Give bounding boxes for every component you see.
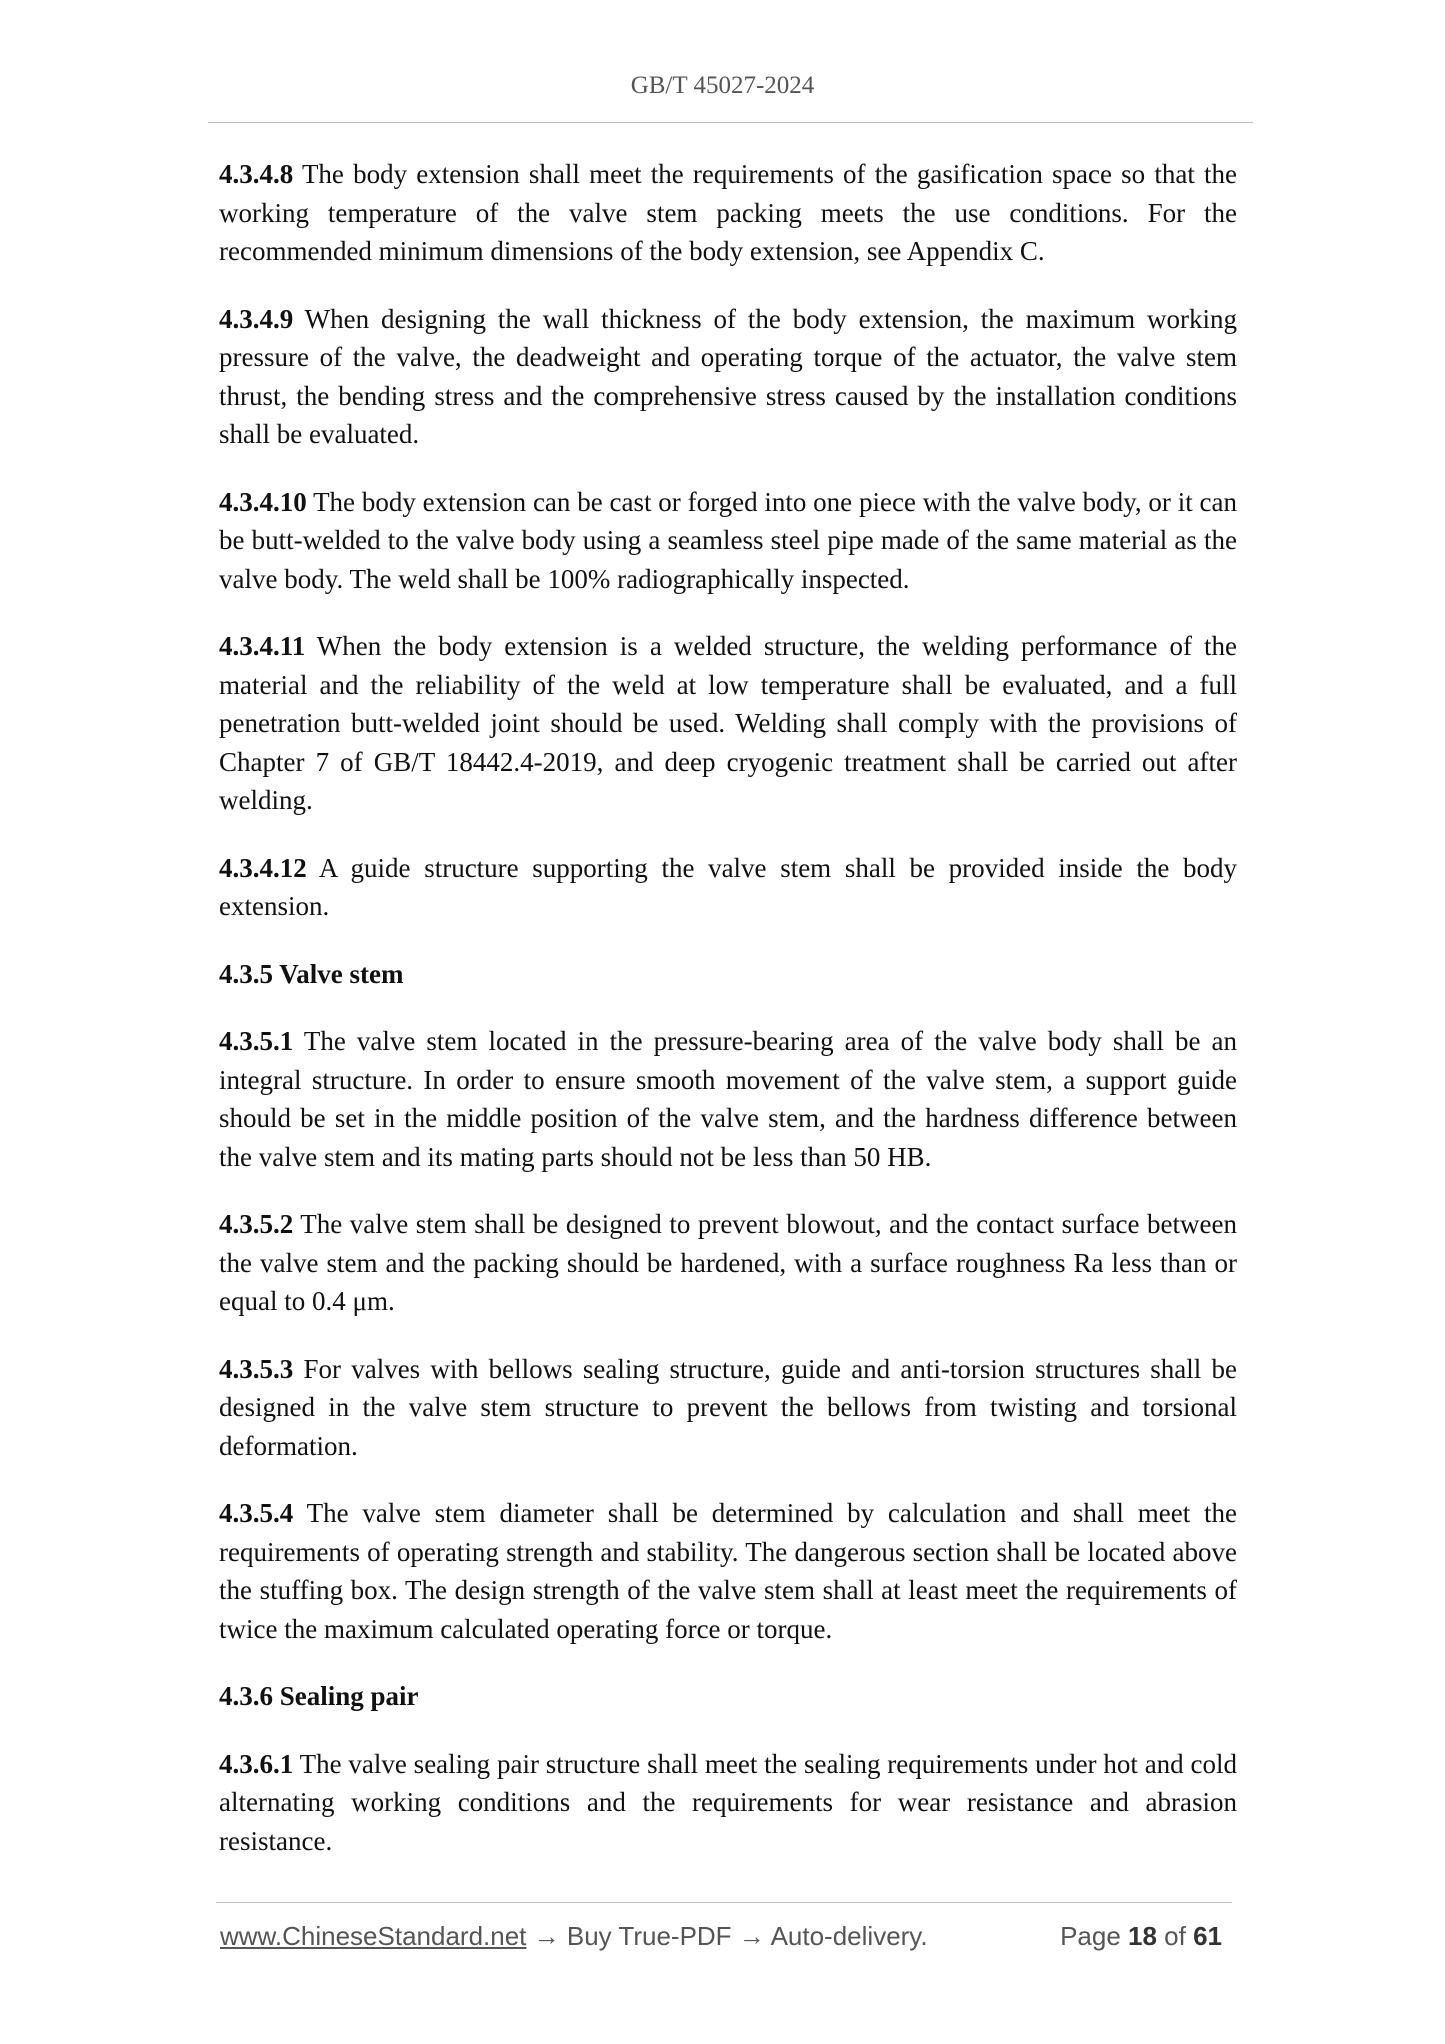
clause-text: The body extension shall meet the requirements of the gasification space so that the working temperature of the valve stem packing meets the use conditions. For the recommended minimum dimensions of the body extension, see Appendix C. xyxy=(219,159,1237,266)
website-link[interactable]: www.ChineseStandard.net xyxy=(220,1921,527,1951)
clause-number: 4.3.4.11 xyxy=(219,631,306,661)
clause-text: A guide structure supporting the valve stem shall be provided inside the body extension. xyxy=(219,852,1237,921)
clause-text: The valve stem diameter shall be determined by calculation and shall meet the requirements of operating strength and stability. The dangerous section shall be located above the stuffing box. The design strength of the valve stem shall at least meet the requirements of twice the maximum calculated operating force or torque. xyxy=(219,1498,1237,1644)
clause-number: 4.3.4.12 xyxy=(219,852,307,883)
clause-4-3-4-11 xyxy=(219,627,1237,820)
clause-text: When the body extension is a welded structure, the welding performance of the material and the reliability of the weld at low temperature shall be evaluated, and a full penetration butt-welded joint should be used. Welding shall comply with the provisions of Chapter 7 of GB/T 18442.4-2019, and deep cryogenic treatment shall be carried out after welding. xyxy=(219,631,1237,815)
clause-4-3-4-12 xyxy=(219,849,1237,926)
document-id-header: GB/T 45027-2024 xyxy=(630,72,815,99)
clause-number: 4.3.5.3 xyxy=(219,1353,294,1384)
page-counter xyxy=(1060,1921,1222,1952)
clause-number: 4.3.5.4 xyxy=(219,1498,294,1528)
clause-text: The valve sealing pair structure shall meet the sealing requirements under hot and cold alternating working conditions and the requirements for wear resistance and abrasion resistance. xyxy=(219,1748,1237,1856)
document-body xyxy=(219,155,1237,1889)
clause-number: 4.3.4.10 xyxy=(219,486,307,517)
clause-4-3-5-4 xyxy=(219,1494,1237,1648)
clause-number: 4.3.4.9 xyxy=(219,303,294,334)
section-heading-sealing-pair: 4.3.6 Sealing pair xyxy=(219,1681,419,1711)
clause-text: For valves with bellows sealing structure, guide and anti-torsion structures shall be designed in the valve stem structure to prevent the bellows from twisting and torsional deformation. xyxy=(219,1353,1237,1461)
clause-text: The valve stem located in the pressure-bearing area of the valve body shall be an integral structure. In order to ensure smooth movement of the valve stem, a support guide should be set in the middle position of the valve stem, and the hardness difference between the valve stem and its mating parts should not be less than 50 HB. xyxy=(219,1026,1237,1172)
clause-number: 4.3.5.1 xyxy=(219,1026,294,1056)
total-pages-number: 61 xyxy=(1193,1921,1222,1951)
footer-divider xyxy=(216,1902,1232,1903)
page-footer xyxy=(220,1921,1230,1957)
clause-4-3-5-3 xyxy=(219,1350,1237,1466)
clause-4-3-6-1 xyxy=(219,1745,1237,1861)
clause-4-3-4-10 xyxy=(219,483,1237,599)
clause-text: The valve stem shall be designed to prevent blowout, and the contact surface between the valve stem and the packing should be hardened, with a surface roughness Ra less than or equal to 0.4 μm. xyxy=(219,1209,1237,1316)
page-label: Page xyxy=(1060,1921,1129,1951)
current-page-number: 18 xyxy=(1128,1921,1157,1951)
clause-4-3-4-8 xyxy=(219,155,1237,271)
clause-number: 4.3.6.1 xyxy=(219,1748,294,1779)
section-heading-valve-stem: 4.3.5 Valve stem xyxy=(219,958,404,989)
header-divider xyxy=(208,122,1253,123)
clause-text: When designing the wall thickness of the body extension, the maximum working pressure of the valve, the deadweight and operating torque of the actuator, the valve stem thrust, the bending stress and the comprehensive stress caused by the installation conditions shall be evaluated. xyxy=(219,303,1237,449)
footer-promo xyxy=(220,1921,928,1952)
clause-text: The body extension can be cast or forged into one piece with the valve body, or it can be butt-welded to the valve body using a seamless steel pipe made of the same material as the valve body. The weld shall be 100% radiographically inspected. xyxy=(219,486,1237,594)
clause-number: 4.3.4.8 xyxy=(219,159,294,189)
of-label: of xyxy=(1156,1921,1194,1951)
footer-promo-text: → Buy True-PDF → Auto-delivery. xyxy=(526,1921,928,1951)
clause-4-3-5-1 xyxy=(219,1022,1237,1176)
clause-number: 4.3.5.2 xyxy=(219,1209,294,1239)
clause-4-3-4-9 xyxy=(219,300,1237,454)
clause-4-3-5-2 xyxy=(219,1205,1237,1321)
